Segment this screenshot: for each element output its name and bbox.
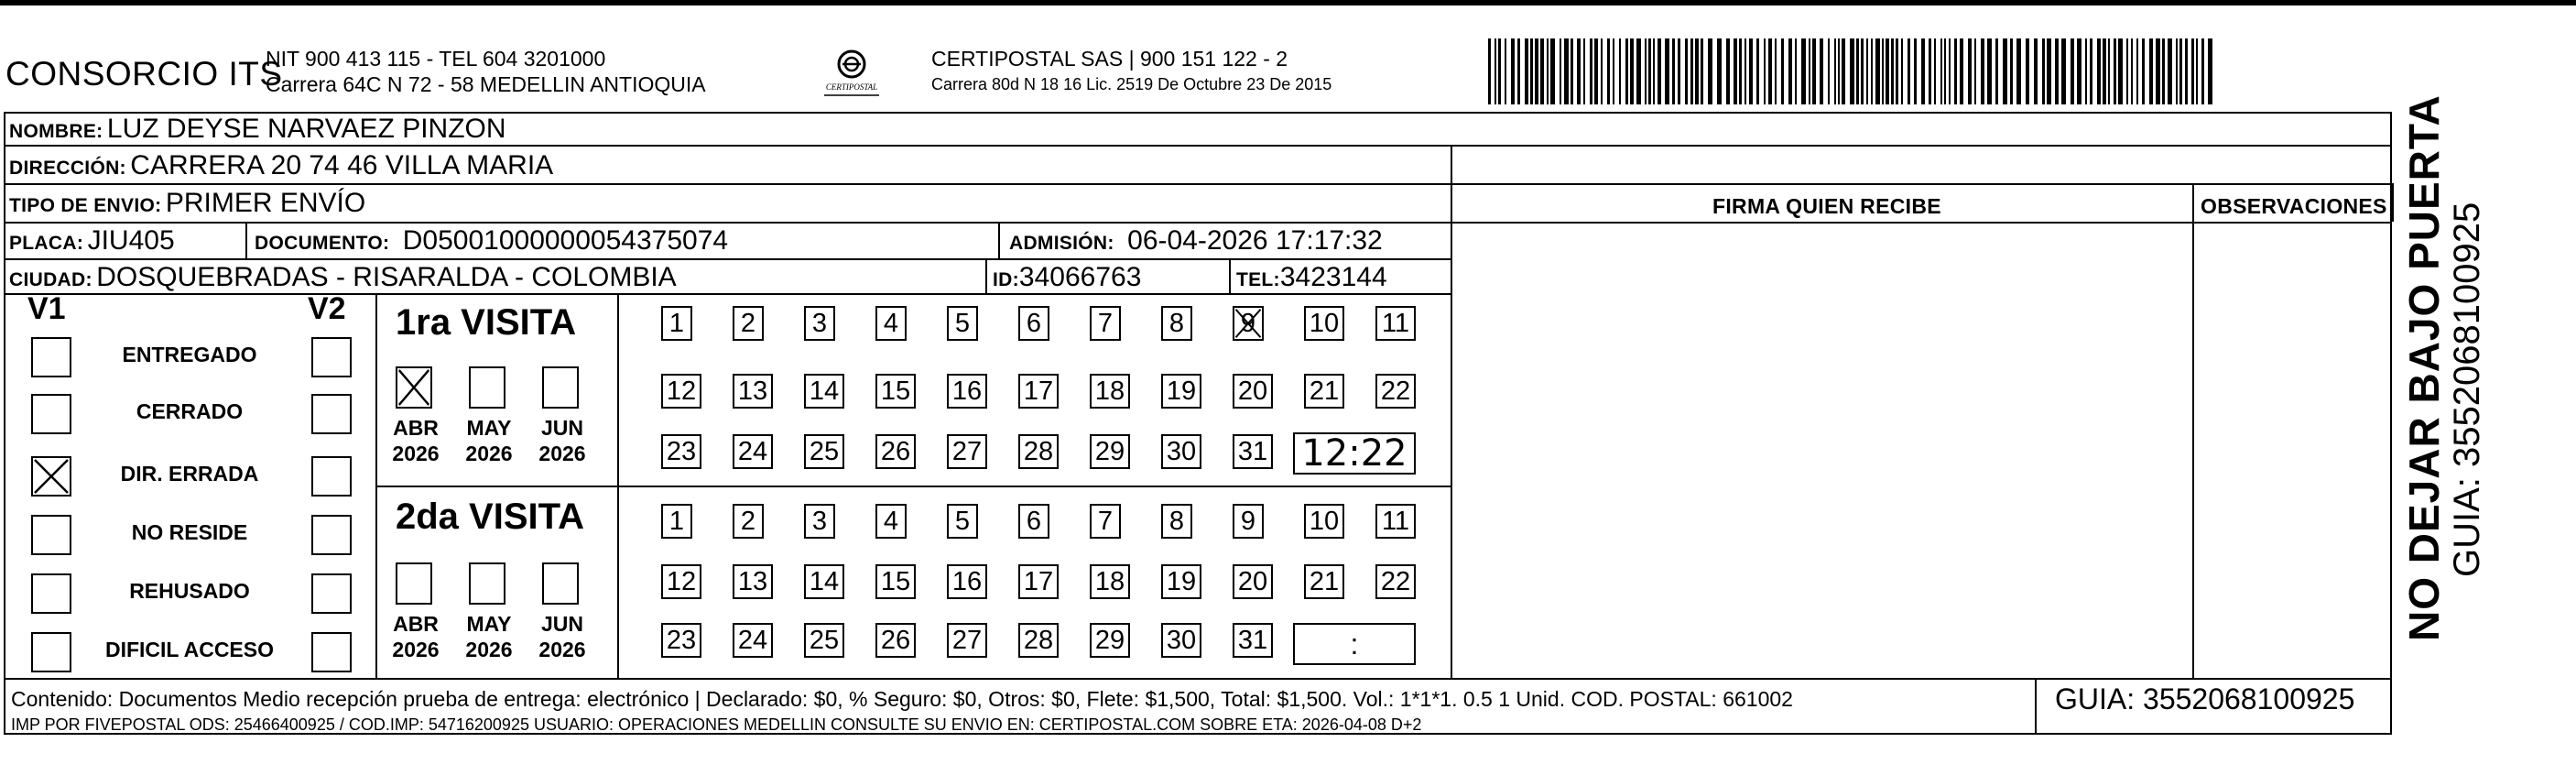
visit2-day[interactable]: 21 <box>1304 564 1344 599</box>
tipo-label: TIPO DE ENVIO: <box>9 195 162 216</box>
ciudad-value: DOSQUEBRADAS - RISARALDA - COLOMBIA <box>96 262 677 292</box>
visit2-day[interactable]: 31 <box>1233 623 1273 658</box>
visit1-day[interactable]: 3 <box>804 306 835 341</box>
status-label: REHUSADO <box>129 579 250 603</box>
address-line: Carrera 64C N 72 - 58 MEDELLIN ANTIOQUIA <box>266 72 706 96</box>
visit2-day[interactable]: 13 <box>733 564 773 599</box>
visit1-time-value: 12:22 <box>1301 432 1408 475</box>
visit2-day[interactable]: 7 <box>1090 504 1121 539</box>
id-field <box>993 262 1141 293</box>
tel-field <box>1236 262 1387 293</box>
visit2-day[interactable]: 2 <box>733 504 764 539</box>
v1-checkbox-3[interactable] <box>31 515 71 555</box>
v1-checkbox-4[interactable] <box>31 573 71 614</box>
visit1-month-label: ABR <box>393 416 439 440</box>
v1-checkbox-2[interactable] <box>31 456 71 497</box>
visit1-day[interactable]: 9 <box>1233 306 1264 341</box>
visit1-day[interactable]: 26 <box>875 434 916 469</box>
admision-label: ADMISIÓN: <box>1009 233 1114 254</box>
visit2-day[interactable]: 20 <box>1233 564 1273 599</box>
status-label: NO RESIDE <box>131 520 248 544</box>
visit1-day[interactable]: 14 <box>804 374 844 409</box>
visit1-day[interactable]: 23 <box>661 434 701 469</box>
visit2-day[interactable]: 15 <box>875 564 916 599</box>
status-label: ENTREGADO <box>122 343 257 366</box>
v2-header: V2 <box>308 291 346 326</box>
visit2-year-label: 2026 <box>538 638 586 661</box>
visit1-day[interactable]: 10 <box>1304 306 1344 341</box>
visit1-day[interactable]: 17 <box>1018 374 1059 409</box>
visit2-day[interactable]: 3 <box>804 504 835 539</box>
visit2-month-box[interactable] <box>542 562 579 605</box>
visit1-time[interactable] <box>1293 432 1416 475</box>
observaciones-header: OBSERVACIONES <box>2201 194 2387 218</box>
visit1-year-label: 2026 <box>538 442 586 465</box>
nit-line: NIT 900 413 115 - TEL 604 3201000 <box>266 47 606 71</box>
v2-checkbox-3[interactable] <box>311 515 352 555</box>
guia-number <box>2035 682 2354 716</box>
visit2-month-label: MAY <box>466 612 512 636</box>
visit1-day[interactable]: 29 <box>1090 434 1130 469</box>
visit2-day[interactable]: 23 <box>661 623 701 658</box>
visit1-day[interactable]: 8 <box>1161 306 1192 341</box>
v2-checkbox-5[interactable] <box>311 632 352 672</box>
visit2-month-box[interactable] <box>396 562 432 605</box>
id-label: ID: <box>993 269 1019 290</box>
nombre-value: LUZ DEYSE NARVAEZ PINZON <box>106 114 506 144</box>
visit2-day[interactable]: 5 <box>947 504 978 539</box>
visit1-month-box[interactable] <box>542 366 579 409</box>
visit2-day[interactable]: 18 <box>1090 564 1130 599</box>
tel-label: TEL: <box>1236 269 1280 290</box>
visit1-day[interactable]: 11 <box>1375 306 1416 341</box>
no-dejar-bajo-puerta: NO DEJAR BAJO PUERTA <box>2400 94 2448 641</box>
visit2-year-label: 2026 <box>465 638 513 661</box>
visit1-day[interactable]: 7 <box>1090 306 1121 341</box>
nombre-label: NOMBRE: <box>9 121 103 142</box>
visit2-time-value: : <box>1350 628 1359 660</box>
visit1-month-box[interactable] <box>469 366 505 409</box>
logo-text: CERTIPOSTAL <box>825 82 878 92</box>
documento-label: DOCUMENTO: <box>255 233 390 254</box>
side-notice <box>2399 94 2487 641</box>
visit1-day[interactable]: 12 <box>661 374 701 409</box>
direccion-value: CARRERA 20 74 46 VILLA MARIA <box>130 150 554 180</box>
visit2-day[interactable]: 24 <box>733 623 773 658</box>
visit1-day[interactable]: 18 <box>1090 374 1130 409</box>
visit2-month-label: ABR <box>393 612 439 636</box>
cert-address: Carrera 80d N 18 16 Lic. 2519 De Octubre 23 De 2015 <box>931 75 1332 93</box>
placa-value: JIU405 <box>87 225 175 256</box>
placa-label: PLACA: <box>9 233 84 254</box>
documento-field <box>255 225 728 257</box>
visit2-day[interactable]: 16 <box>947 564 987 599</box>
visit2-day[interactable]: 12 <box>661 564 701 599</box>
visit2-year-label: 2026 <box>392 638 440 661</box>
visit2-day[interactable]: 22 <box>1375 564 1416 599</box>
visit2-day[interactable]: 11 <box>1375 504 1416 539</box>
v2-checkbox-4[interactable] <box>311 573 352 614</box>
company-info <box>266 46 706 97</box>
visit2-month-box[interactable] <box>469 562 505 605</box>
visit2-day[interactable]: 26 <box>875 623 916 658</box>
visit1-year-label: 2026 <box>392 442 440 465</box>
visit1-day[interactable]: 6 <box>1018 306 1049 341</box>
tipo-value: PRIMER ENVÍO <box>165 188 366 218</box>
visit1-day[interactable]: 31 <box>1233 434 1273 469</box>
nombre-field <box>9 114 506 145</box>
visit1-day[interactable]: 25 <box>804 434 844 469</box>
v1-checkbox-5[interactable] <box>31 632 71 672</box>
visit1-day[interactable]: 30 <box>1161 434 1201 469</box>
status-label: DIFICIL ACCESO <box>104 638 274 661</box>
barcode <box>1488 38 2221 104</box>
company-name: CONSORCIO ITS <box>5 55 283 93</box>
visit2-day[interactable]: 19 <box>1161 564 1201 599</box>
visit1-day[interactable]: 4 <box>875 306 907 341</box>
v2-checkbox-0[interactable] <box>311 337 352 377</box>
visit2-day[interactable]: 10 <box>1304 504 1344 539</box>
placa-field <box>9 225 175 257</box>
visit1-day[interactable]: 2 <box>733 306 764 341</box>
visit1-day[interactable]: 1 <box>661 306 692 341</box>
visit1-day[interactable]: 20 <box>1233 374 1273 409</box>
v2-checkbox-1[interactable] <box>311 394 352 434</box>
visit1-day[interactable]: 13 <box>733 374 773 409</box>
v2-checkbox-2[interactable] <box>311 456 352 497</box>
visit2-day[interactable]: 27 <box>947 623 987 658</box>
top-rule <box>0 0 2576 5</box>
visit1-day[interactable]: 19 <box>1161 374 1201 409</box>
side-guia: GUIA: 3552068100925 <box>2447 202 2487 577</box>
cert-line: CERTIPOSTAL SAS | 900 151 122 - 2 <box>931 47 1288 71</box>
visit1-day[interactable]: 5 <box>947 306 978 341</box>
visit1-month-label: JUN <box>540 416 583 440</box>
visit2-month-label: JUN <box>540 612 583 636</box>
visit2-day[interactable]: 29 <box>1090 623 1130 658</box>
visit2-day[interactable]: 1 <box>661 504 692 539</box>
visit2-title: 2da VISITA <box>396 497 584 537</box>
visit1-day[interactable]: 15 <box>875 374 916 409</box>
tipo-field <box>9 188 365 219</box>
visit1-year-label: 2026 <box>465 442 513 465</box>
certipostal-logo <box>806 44 897 108</box>
ciudad-field <box>9 262 677 293</box>
admision-field <box>1009 225 1383 257</box>
visit1-day[interactable]: 16 <box>947 374 987 409</box>
visit1-day[interactable]: 28 <box>1018 434 1059 469</box>
status-label: CERRADO <box>136 399 244 423</box>
v1-checkbox-1[interactable] <box>31 394 71 434</box>
id-value: 34066763 <box>1018 262 1142 292</box>
direccion-field <box>9 150 553 181</box>
documento-value: D05001000000054375074 <box>402 225 729 256</box>
visit2-day[interactable]: 30 <box>1161 623 1201 658</box>
visit1-day[interactable]: 24 <box>733 434 773 469</box>
contenido-line: Contenido: Documentos Medio recepción prueba de entrega: electrónico | Declarado: $0, % Seguro: $0, Otros: $0, Flete: $1,500, Total: $1,500. Vol.: 1*1*1. 0.5 1 Unid. COD. POSTAL: 661002 <box>11 687 1793 711</box>
visit2-day[interactable]: 6 <box>1018 504 1049 539</box>
v1-checkbox-0[interactable] <box>31 337 71 377</box>
direccion-label: DIRECCIÓN: <box>9 158 126 179</box>
visit2-day[interactable]: 14 <box>804 564 844 599</box>
visit2-day[interactable]: 9 <box>1233 504 1264 539</box>
visit2-day[interactable]: 25 <box>804 623 844 658</box>
visit1-month-label: MAY <box>466 416 512 440</box>
guia-value: GUIA: 3552068100925 <box>2055 682 2355 715</box>
status-label: DIR. ERRADA <box>120 462 259 486</box>
certipostal-info <box>931 46 1331 97</box>
visit1-day[interactable]: 22 <box>1375 374 1416 409</box>
v1-header: V1 <box>27 291 66 326</box>
visit2-day[interactable]: 4 <box>875 504 907 539</box>
tel-value: 3423144 <box>1279 262 1387 292</box>
visit1-day[interactable]: 27 <box>947 434 987 469</box>
ciudad-label: CIUDAD: <box>9 269 92 290</box>
impresion-line: IMP POR FIVEPOSTAL ODS: 25466400925 / COD.IMP: 54716200925 USUARIO: OPERACIONES MEDELLIN CONSULTE SU ENVIO EN: CERTIPOSTAL.COM SOBRE ETA: 2026-04-08 D+2 <box>11 715 1422 734</box>
visit2-time[interactable] <box>1293 623 1416 665</box>
firma-header: FIRMA QUIEN RECIBE <box>1712 194 1941 218</box>
visit1-month-box[interactable] <box>396 366 432 409</box>
visit2-day[interactable]: 8 <box>1161 504 1192 539</box>
admision-value: 06-04-2026 17:17:32 <box>1127 225 1383 256</box>
visit2-day[interactable]: 17 <box>1018 564 1059 599</box>
visit1-day[interactable]: 21 <box>1304 374 1344 409</box>
visit1-title: 1ra VISITA <box>396 302 577 343</box>
visit2-day[interactable]: 28 <box>1018 623 1059 658</box>
